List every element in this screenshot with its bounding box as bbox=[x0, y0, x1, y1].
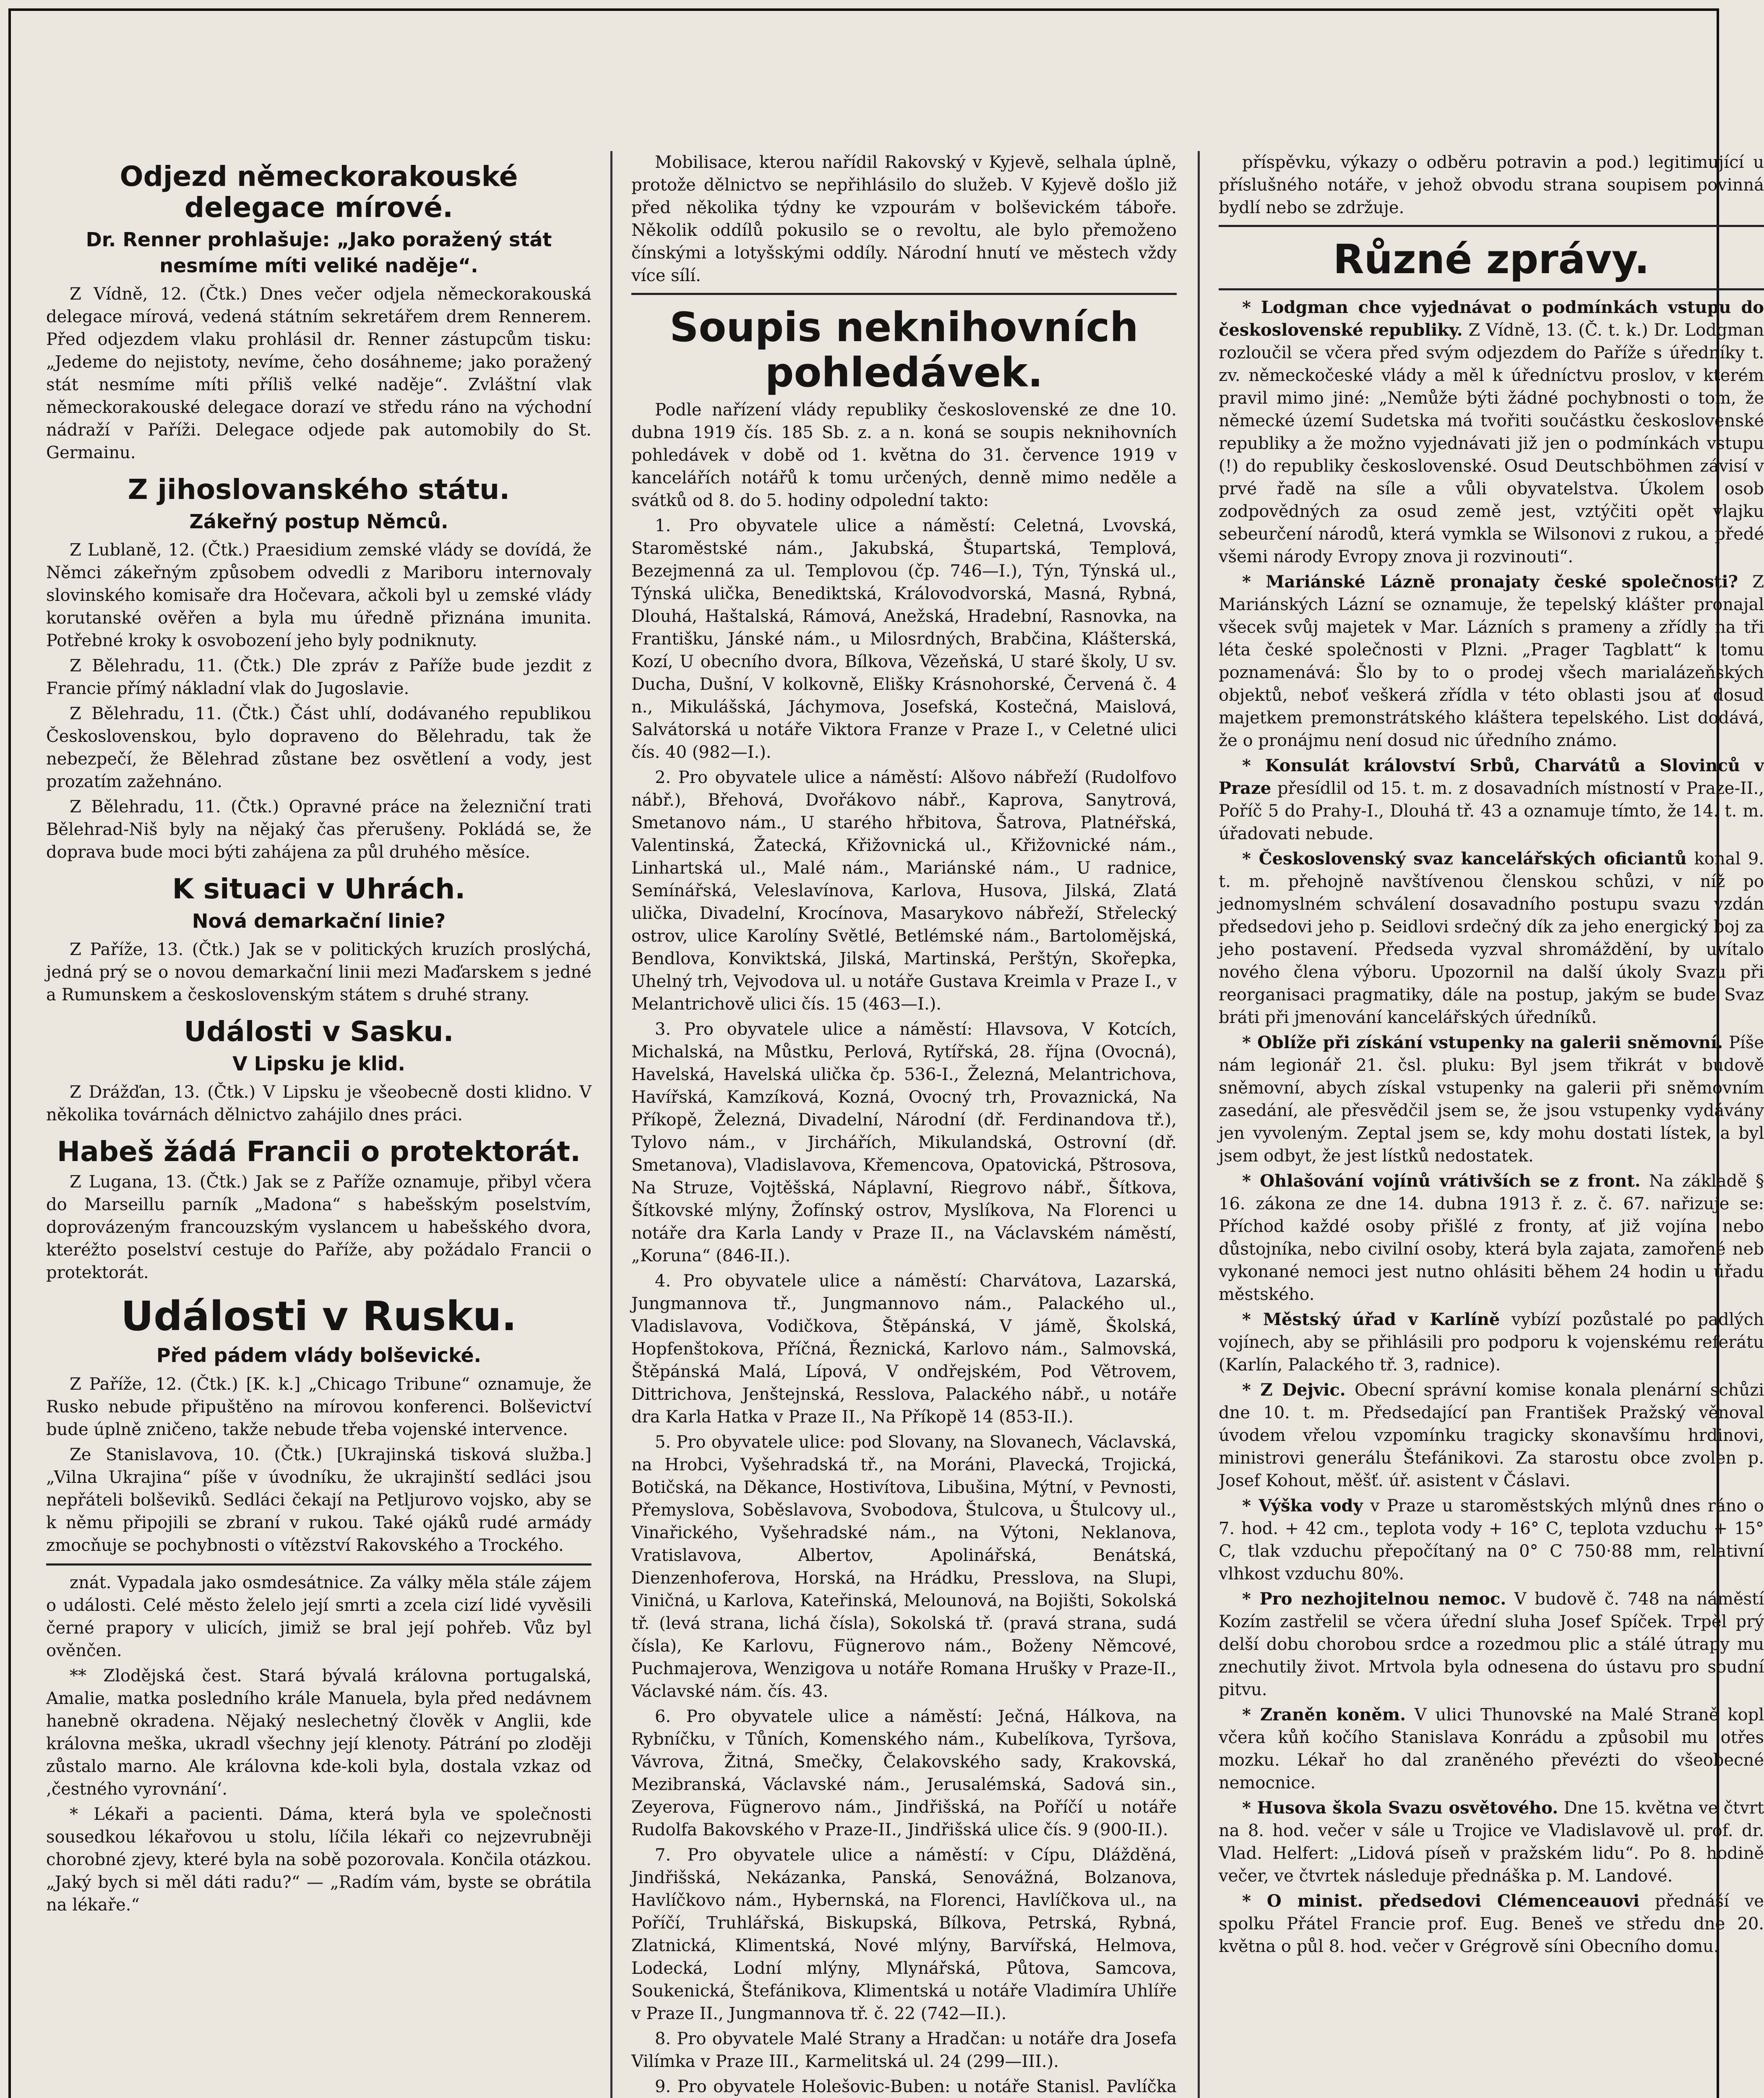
news-text: Z Vídně, 13. (Č. t. k.) Dr. Lodgman rozloučil se včera před svým odjezdem do Paříže s úředníky t. zv. německočeské vlády a měl k úředníctvu proslov, v kterém pravil mimo jiné: „Nemůže býti žádné pochybnosti o tom, že německé území Sudetska má tvořiti součástku československé republiky a že možno vyjednávati již jen o podmínkách vstupu (!) do republiky československé. Osud Deutschböhmen závisí v prvé řadě na síle a vůli obyvatelstva. Úkolem osob zodpovědných za osud země jest, vztýčiti opět vlajku sebeurčení národů, která vymkla se Wilsonovi z rukou, a předé všemi národy Evropy znova ji rozvinouti“. bbox=[1219, 320, 1764, 566]
news-text: V budově č. 748 na náměstí Kozím zastřelil se včera úřední sluha Josef Spíček. Trpěl prý delší dobu chorobou srdce a rozedmou plic a stálé útrapy mu znechutily život. Mrtvola byla odnesena do ústavu pro soudní pitvu. bbox=[1219, 1589, 1764, 1699]
news-text: přednáší ve spolku Přátel Francie prof. Eug. Beneš ve středu dne 20. května o půl 8. hod. večer v Grégrově síni Obecního domu. bbox=[1219, 1891, 1764, 1956]
article-heading: Habeš žádá Francii o protektorát. bbox=[57, 1135, 581, 1168]
article-heading: K situaci v Uhrách. bbox=[172, 873, 466, 905]
news-text: v Praze u staroměstských mlýnů dnes ráno o 7. hod. + 42 cm., teplota vody + 16° C, teplota vzduchu + 15° C, tlak vzduchu přepočítaný na 0° C 750·88 mm, relativní vlhkost vzduchu 80%. bbox=[1219, 1496, 1764, 1584]
article-heading: Odjezd německorakouské delegace mírové. bbox=[120, 160, 518, 224]
section-divider bbox=[1219, 288, 1764, 290]
list-item: 4. Pro obyvatele ulice a náměstí: Charvátova, Lazarská, Jungmannova tř., Jungmannovo nám., Palackého ul., Vladislavova, Vodičkova, Štěpánská, V jámě, Školská, Hopfenštokova, Příčná, Řeznická, Karlovo nám., Salmovská, Štěpánská Malá, Lípová, V ondřejském, Pod Větrovem, Dittrichova, Jenštejnská, Resslova, Palackého nábř., u notáře dra Karla Hatka v Praze II., Na Příkopě 14 (853-II.). bbox=[631, 1271, 1177, 1427]
column-middle bbox=[631, 151, 1177, 2098]
news-text: vybízí pozůstalé po padlých vojínech, aby se přihlásili pro podporu k vojenskému referátu (Karlín, Palackého tř. 3, radnice). bbox=[1219, 1310, 1764, 1375]
article-heading: Z jihoslovanského státu. bbox=[128, 473, 510, 506]
article-text: Ze Stanislavova, 10. (Čtk.) [Ukrajinská tisková služba.] „Vilna Ukrajina“ píše v úvodníku, že ukrajinští sedláci jsou nepřáteli bolševiků. Sedláci čekají na Petljurovo vojsko, aby se k němu připojili se zbraní v rukou. Také ojáků rudé armády zmocňuje se pochybnosti o vítězství Rakovského a Trockého. bbox=[46, 1445, 591, 1555]
article-uhry bbox=[46, 874, 591, 1006]
article-text: Z Paříže, 12. (Čtk.) [K. k.] „Chicago Tribune“ oznamuje, že Rusko nebude připuštěno na mírovou konferenci. Bolševictví bude úplně zničeno, takže nebude třeba vojenské intervence. bbox=[46, 1374, 591, 1439]
column-left bbox=[46, 151, 591, 2098]
article-heading: Soupis neknihovních pohledávek. bbox=[670, 304, 1139, 396]
news-title: * Výška vody bbox=[1242, 1495, 1363, 1516]
article-rusko bbox=[46, 1294, 591, 1557]
article-sasko bbox=[46, 1016, 591, 1126]
article-text: Z Drážďan, 13. (Čtk.) V Lipsku je všeobecně dosti klidno. V několika továrnách dělnictvo zahájilo dnes práci. bbox=[46, 1083, 591, 1125]
article-habes bbox=[46, 1136, 591, 1284]
article-subheading: Zákeřný postup Němců. bbox=[189, 510, 448, 533]
news-title: * Zraněn koněm. bbox=[1242, 1704, 1406, 1725]
article-text: Z Paříže, 13. (Čtk.) Jak se v politických kruzích proslýchá, jedná prý se o novou demarkační linii mezi Maďarskem s jedné a Rumunskem a československým státem s druhé strany. bbox=[46, 940, 591, 1005]
list-item: 1. Pro obyvatele ulice a náměstí: Celetná, Lvovská, Staroměstské nám., Jakubská, Štupartská, Templová, Bezejmenná za ul. Templovou (čp. 746—I.), Týn, Týnská ul., Týnská ulička, Benediktská, Královodvorská, Masná, Rybná, Dlouhá, Haštalská, Rámová, Anežská, Hradební, Rasnovka, na Františku, Jánské nám., u Milosrdných, Brabčina, Klášterská, Kozí, U obecního dvora, Bílkova, Vězeňská, U staré školy, U sv. Ducha, Dušní, V kolkovně, Elišky Krásnohorské, Červená č. 4 n., Mikulášská, Jáchymova, Josefská, Kostečná, Maislová, Salvátorská u notáře Viktora Franze v Praze I., v Celetné ulici čís. 40 (982—I.). bbox=[631, 516, 1177, 762]
article-subheading: Před pádem vlády bolševické. bbox=[156, 1344, 482, 1367]
article-subheading: Nová demarkační linie? bbox=[192, 909, 446, 932]
article-soupis bbox=[631, 305, 1177, 2098]
section-divider bbox=[631, 293, 1177, 295]
news-title: * Husova škola Svazu osvětového. bbox=[1242, 1798, 1558, 1818]
news-text: přesídlil od 15. t. m. z dosavadních místností v Praze-II., Poříč 5 do Prahy-I., Dlouhá tř. 43 a oznamuje tímto, že 14. t. m. úřadovati nebude. bbox=[1219, 778, 1764, 843]
news-title: * Oblíže při získání vstupenky na galerii sněmovní. bbox=[1242, 1032, 1723, 1052]
news-title: * Mariánské Lázně pronajaty české společnosti? bbox=[1242, 571, 1738, 592]
list-item: 8. Pro obyvatele Malé Strany a Hradčan: u notáře dra Josefa Vilímka v Praze III., Karmelitská ul. 24 (299—III.). bbox=[631, 2029, 1177, 2072]
section-divider bbox=[46, 1563, 591, 1566]
article-misc bbox=[46, 1571, 591, 1916]
article-text: Z Bělehradu, 11. (Čtk.) Opravné práce na železniční trati Bělehrad-Niš byly na nějaký čas přerušeny. Pokládá se, že doprava bude moci býti zahájena za půl druhého měsíce. bbox=[46, 797, 591, 862]
news-title: * Konsulát království Srbů, Charvátů a Slovinců v Praze bbox=[1219, 755, 1764, 798]
list-item: 2. Pro obyvatele ulice a náměstí: Alšovo nábřeží (Rudolfovo nábř.), Břehová, Dvořákovo nábř., Kaprova, Sanytrová, Smetanovo nám., U starého hřbitova, Šatrova, Platnéřská, Valentinská, Žatecká, Křižovnická ul., Křižovnické nám., Linhartská ul., Malé nám., Mariánské nám., U radnice, Semínářská, Veleslavínova, Karlova, Husova, Jilská, Zlatá ulička, Divadelní, Krocínova, Masarykovo nábřeží, Střelecký ostrov, ulice Karolíny Světlé, Betlémské nám., Bartolomějská, Bendlova, Konviktská, Jilská, Martinská, Perštýn, Skořepka, Uhelný trh, Vejvodova ul. u notáře Gustava Kreimla v Praze I., v Melantrichově ulici čís. 15 (463—I.). bbox=[631, 768, 1177, 1014]
news-text: V ulici Thunovské na Malé Straně kopl včera kůň kočího Stanislava Konrádu a způsobil mu otřes mozku. Lékař ho dal zraněného převézti do všeobecné nemocnice. bbox=[1219, 1705, 1764, 1793]
news-title: * O minist. předsedovi Clémenceauovi bbox=[1242, 1891, 1640, 1911]
article-heading: Události v Sasku. bbox=[184, 1015, 454, 1048]
article-heading: Události v Rusku. bbox=[121, 1292, 517, 1340]
article-text: Podle nařízení vlády republiky československé ze dne 10. dubna 1919 čís. 185 Sb. z. a n. koná se soupis neknihovních pohledávek v době od 1. května do 31. července 1919 v kancelářích notářů k tomu určených, denně mimo neděle a svátků od 8. do 5. hodiny odpolední takto: bbox=[631, 400, 1177, 511]
news-text: Dne 15. května ve čtvrt na 8. hod. večer v sále u Trojice ve Vladislavově ul. prof. dr. Vlad. Helfert: „Lidová píseň v pražském lidu“. Po 8. hodině večer, ve čtvrtek následuje přednáška p. M. Landové. bbox=[1219, 1798, 1764, 1886]
column-right bbox=[1219, 151, 1764, 2098]
column-rule-right bbox=[1198, 151, 1200, 2098]
article-text: Z Lublaně, 12. (Čtk.) Praesidium zemské vlády se dovídá, že Němci zákeřným způsobem odvedli z Mariboru internovaly slovinského komisaře dra Hočevara, ačkoli byl u zemské vlády korutanské ověřen a byla mu úředně přiznána imunita. Potřebné kroky k osvobození jeho byly podniknuty. bbox=[46, 540, 591, 650]
article-text: Z Lugana, 13. (Čtk.) Jak se z Paříže oznamuje, přibyl včera do Marseillu parník „Madona“ s habešským poselstvím, doprovázeným francouzským vyslancem u habešského dvora, kteréžto poselství cestuje do Paříže, aby požádalo Francii o protektorát. bbox=[46, 1172, 591, 1282]
article-text: Z Bělehradu, 11. (Čtk.) Část uhlí, dodávaného republikou Československou, bylo dopraveno do Bělehradu, tak že nebezpečí, že Bělehrad zůstane bez osvětlení a vody, jest prozatím zažehnáno. bbox=[46, 704, 591, 791]
news-text: Z Mariánských Lázní se oznamuje, že tepelský klášter pronajal všecek svůj majetek v Mar. Lázních s prameny a zřídly na tři léta české společnosti v Plzni. „Prager Tagblatt“ k tomu poznamenává: Šlo by to o prodej všech marialázeňských objektů, neboť veškerá zřídla v této oblasti jsou ať dosud majetkem premonstrátského kláštera tepelského. List dodává, že o pronájmu není dosud nic úředního známo. bbox=[1219, 572, 1764, 750]
article-subheading: V Lipsku je klid. bbox=[232, 1052, 405, 1075]
list-item: 3. Pro obyvatele ulice a náměstí: Hlavsova, V Kotcích, Michalská, na Můstku, Perlová, Rytířská, 28. října (Ovocná), Havelská, Havelská ulička čp. 536-I., Železná, Melantrichova, Havířská, Kamzíková, Kozná, Ovocný trh, Provaznická, Na Příkopě, Železná, Divadelní, Národní (dř. Ferdinandova tř.), Tylovo nám., v Jirchářích, Mikulandská, Ostrovní (dř. Smetanova), Vladislavova, Křemencova, Opatovická, Pštrosova, Na Struze, Vojtěšská, Náplavní, Riegrovo nábř., Šítkova, Šítkovské mlýny, Žofínský ostrov, Myslíkova, Na Florenci u notáře dra Karla Landy v Praze II., na Václavském náměstí, „Koruna“ (846-II.). bbox=[631, 1020, 1177, 1266]
section-heading: Různé zprávy. bbox=[1333, 236, 1650, 283]
news-text: konal 9. t. m. přehojně navštívenou členskou schůzi, v níž po jednomyslném schválení dosavadního postupu svazu vzdán předsedovi jeho p. Seidlovi srdečný dík za jeho energický boj za jeho postavení. Předseda vyzval shromáždění, by uvítalo nového člena výboru. Upozornil na další úkoly Svazu při reorganisaci pragmatiky, dále na postup, jakým se bude Svaz bráti při jmenování kancelářských úředníků. bbox=[1219, 849, 1764, 1027]
column-rule-left bbox=[610, 151, 612, 2098]
news-title: * Ohlašování vojínů vrátivších se z front. bbox=[1242, 1171, 1641, 1191]
article-subheading: Dr. Renner prohlašuje: „Jako poražený stát nesmíme míti veliké naděje“. bbox=[86, 228, 552, 277]
list-item: 5. Pro obyvatele ulice: pod Slovany, na Slovanech, Václavská, na Hrobci, Vyšehradská tř., na Moráni, Plavecká, Trojická, Botičská, na Děkance, Hostivítova, Libušina, Mýtní, v Pevnosti, Přemyslova, Soběslavova, Svobodova, Štulcova, u Štulcovy ul., Vinařického, Vyšehradské nám., na Výtoni, Neklanova, Vratislavova, Albertov, Apolinářská, Benátská, Dienzenhoferova, Horská, na Hrádku, Presslova, na Slupi, Viničná, u Karlova, Kateřinská, Melounová, na Bojišti, Sokolská tř. (levá strana, lichá čísla), Sokolská tř. (pravá strana, sudá čísla), Ke Karlovu, Fügnerovo nám., Boženy Němcové, Puchmajerova, Wenzigova u notáře Romana Hrušky v Praze-II., Václavské nám. čís. 43. bbox=[631, 1433, 1177, 1701]
article-text: Z Bělehradu, 11. (Čtk.) Dle zpráv z Paříže bude jezdit z Francie přímý nákladní vlak do Jugoslavie. bbox=[46, 656, 591, 698]
article-jihoslovanske bbox=[46, 474, 591, 864]
list-item: 9. Pro obyvatele Holešovic-Buben: u notáře Stanisl. Pavlíčka bbox=[655, 2077, 1177, 2097]
article-text: * Lékaři a pacienti. Dáma, která byla ve společnosti sousedkou lékařovou u stolu, líčila lékaři co nejzevrubněji chorobné zjevy, které byla na sobě pozorovala. Končila otázkou. „Jaký bych si měl dáti radu?“ — „Radím vám, byste se obrátila na lékaře.“ bbox=[46, 1804, 591, 1915]
news-text: Na základě § 16. zákona ze dne 14. dubna 1913 ř. z. č. 67. nařizuje se: Příchod každé osoby přišlé z fronty, ať již vojína nebo důstojníka, nebo civilní osoby, která byla zajata, zamořené neb vykonané nemoci jest nutno ohlásiti během 24 hodin u úřadu městského. bbox=[1219, 1171, 1764, 1304]
article-delegace bbox=[46, 161, 591, 464]
news-title: * Z Dejvic. bbox=[1242, 1380, 1346, 1400]
news-title: * Pro nezhojitelnou nemoc. bbox=[1242, 1589, 1506, 1609]
article-text: znát. Vypadala jako osmdesátnice. Za války měla stále zájem o události. Celé město želelo její smrti a zcela cizí lidé vyvěsili černé prapory v ulicích, jimiž se bral její pohřeb. Vůz byl ověnčen. bbox=[46, 1573, 591, 1660]
news-title: * Lodgman chce vyjednávat o podmínkách vstupu do československé republiky. bbox=[1219, 297, 1764, 340]
article-text: ** Zlodějská čest. Stará bývalá královna portugalská, Amalie, matka posledního krále Manuela, byla před nedávnem hanebně okradena. Nějaký neslechetný člověk v Anglii, kde královna meška, ukradl všechny její klenoty. Pátrání po zloději zůstalo marno. Ale královna kde-koli byla, dostala vzkaz od ‚čestného vyrovnání‘. bbox=[46, 1666, 591, 1799]
news-text: Obecní správní komise konala plenární schůzi dne 10. t. m. Předsedající pan František Pražský věnoval úvodem vřelou vzpomínku tragicky skonavšímu hrdinovi, ministrovi generálu Štefánikovi. Za starostu obce zvolen p. Josef Kohout, měšť. úř. asistent v Čáslavi. bbox=[1219, 1380, 1764, 1490]
list-item: 6. Pro obyvatele ulice a náměstí: Ječná, Hálkova, na Rybníčku, v Tůních, Komenského nám., Kubelíkova, Tyršova, Vávrova, Žitná, Smečky, Čelakovského sady, Krakovská, Mezibranská, Václavské nám., Jerusalémská, Sadová sin., Zeyerova, Fügnerovo nám., Jindřišská, na Poříčí u notáře Rudolfa Bakovského v Praze-II., Jindřišská ulice čís. 9 (900-II.). bbox=[631, 1707, 1177, 1840]
news-title: * Městský úřad v Karlíně bbox=[1242, 1309, 1500, 1329]
news-text: Píše nám legionář 21. čsl. pluku: Byl jsem třikrát v budově sněmovní, abych získal vstupenky na galerii při sněmovním zasedání, ale přesvědčil jsem se, že jsou vstupenky vydávány jen vyvoleným. Zeptal jsem se, kdy mohu dostati lístek, a byl jsem odbyt, že jest lístků nedostatek. bbox=[1219, 1033, 1764, 1166]
article-text: příspěvku, výkazy o odběru potravin a pod.) legitimující u příslušného notáře, v jehož obvodu strana soupisem povinná bydlí nebo se zdržuje. bbox=[1219, 153, 1764, 217]
list-item: 7. Pro obyvatele ulice a náměstí: v Cípu, Dlážděná, Jindřišská, Nekázanka, Panská, Senovážná, Bolzanova, Havlíčkovo nám., Hybernská, na Florenci, Havlíčkova ul., na Poříčí, Truhlářská, Biskupská, Bílkova, Petrská, Rybná, Zlatnická, Klimentská, Nové mlýny, Barvířská, Helmova, Lodecká, Lodní mlýny, Mlynářská, Půtova, Samcova, Soukenická, Štefánikova, Klimentská u notáře Vladimíra Uhlíře v Praze II., Jungmannova tř. č. 22 (742—II.). bbox=[631, 1845, 1177, 2024]
article-text: Z Vídně, 12. (Čtk.) Dnes večer odjela německorakouská delegace mírová, vedená státním sekretářem drem Rennerem. Před odjezdem vlaku prohlásil dr. Renner zástupcům tisku: „Jedeme do nejistoty, nevíme, čeho dosáhneme; jako poražený stát nesmíme míti příliš velké naděje“. Zvláštní vlak německorakouské delegace dorazí ve středu ráno na východní nádraží v Paříži. Delegace odjede pak automobily do St. Germainu. bbox=[46, 284, 591, 462]
section-divider bbox=[1219, 225, 1764, 227]
news-title: * Československý svaz kancelářských oficiantů bbox=[1242, 848, 1687, 869]
article-text: Mobilisace, kterou nařídil Rakovský v Kyjevě, selhala úplně, protože dělnictvo se nepřihlásilo do služeb. V Kyjevě došlo již před několika týdny ke vzpourám v bolševickém táboře. Několik oddílů pokusilo se o revoltu, ale bylo přemoženo čínskými a lotyšskými oddíly. Národní hnutí ve městech vždy více sílí. bbox=[631, 153, 1177, 285]
